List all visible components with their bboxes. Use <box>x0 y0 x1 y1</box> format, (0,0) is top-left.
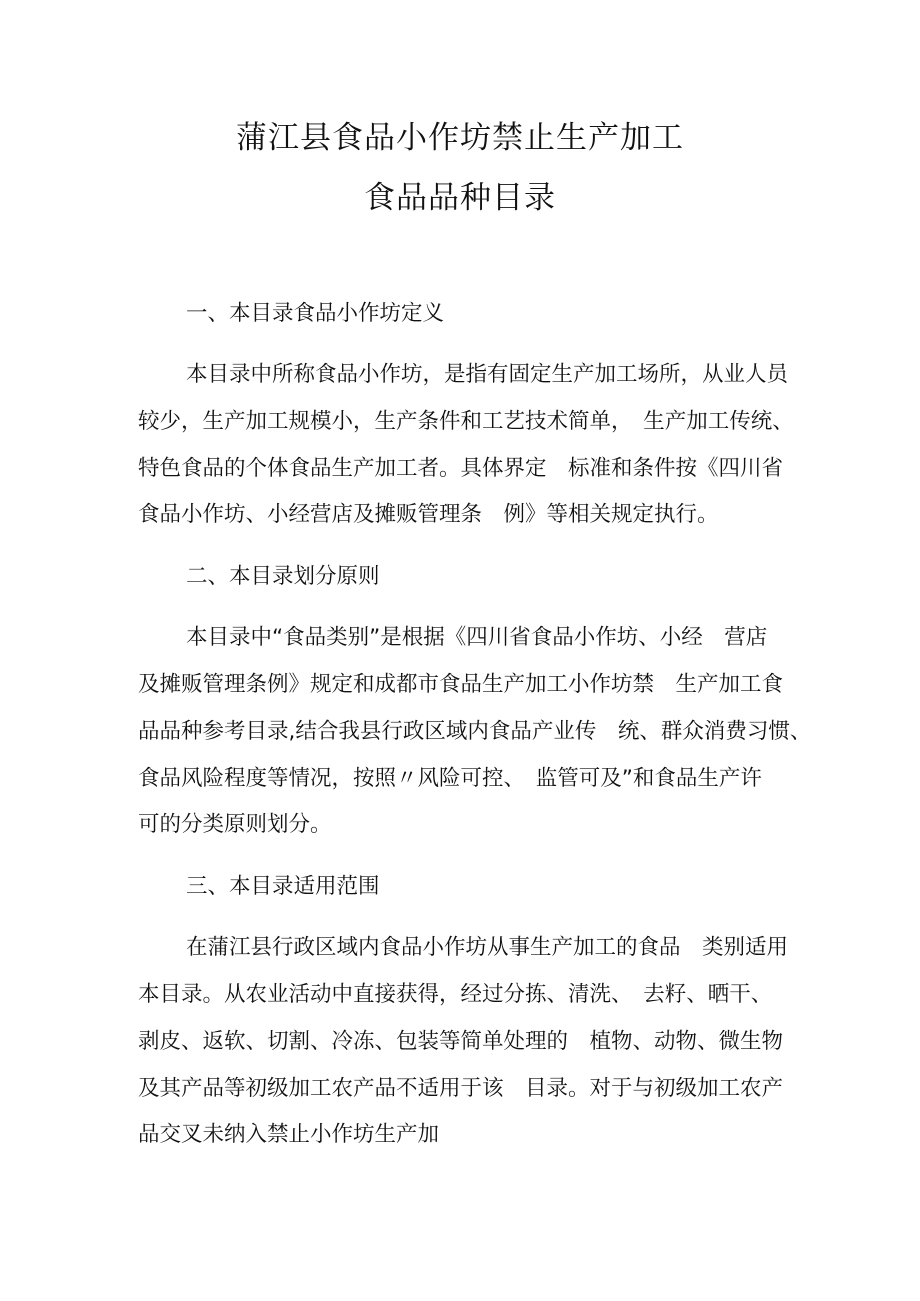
paragraph-line: 特色食品的个体食品生产加工者。具体界定 标准和条件按《四川省 <box>138 455 784 481</box>
title-line-1: 蒲江县食品小作坊禁止生产加工 <box>236 120 684 156</box>
section-heading-definition: 一、本目录食品小作坊定义 <box>186 301 445 326</box>
document-title <box>0 108 920 228</box>
paragraph-line: 本目录中“食品类别”是根据《四川省食品小作坊、小经 营店 <box>186 625 768 651</box>
paragraph-line: 剥皮、返软、切割、冷冻、包装等简单处理的 植物、动物、微生物 <box>138 1028 784 1054</box>
paragraph-line: 食品风险程度等情况，按照〃风险可控、 监管可及”和食品生产许 <box>138 765 762 791</box>
paragraph-line: 食品小作坊、小经营店及摊贩管理条 例》等相关规定执行。 <box>138 502 719 528</box>
document-body <box>138 296 838 1179</box>
section-paragraph-definition <box>138 352 838 539</box>
section-heading-principles: 二、本目录划分原则 <box>186 564 380 590</box>
paragraph-line: 及摊贩管理条例》规定和成都市食品生产加工小作坊禁 生产加工食 <box>138 671 784 697</box>
section-paragraph-principles <box>138 615 838 849</box>
title-line-2: 食品品种目录 <box>364 180 556 216</box>
paragraph-line: 品交叉未纳入禁止小作坊生产加 <box>138 1122 440 1148</box>
section-paragraph-scope <box>138 925 838 1159</box>
section-heading-scope: 三、本目录适用范围 <box>186 874 380 900</box>
paragraph-line: 可的分类原则划分。 <box>138 812 332 838</box>
paragraph-line: 较少，生产加工规模小，生产条件和工艺技术简单， 生产加工传统、 <box>138 408 794 434</box>
paragraph-line: 品品种参考目录,结合我县行政区域内食品产业传 统、群众消费习惯、 <box>138 718 812 744</box>
paragraph-line: 在蒲江县行政区域内食品小作坊从事生产加工的食品 类别适用 <box>186 935 789 961</box>
paragraph-line: 本目录。从农业活动中直接获得，经过分拣、清洗、 去籽、晒干、 <box>138 981 773 1007</box>
paragraph-line: 及其产品等初级加工农产品不适用于该 目录。对于与初级加工农产 <box>138 1075 784 1101</box>
paragraph-line: 本目录中所称食品小作坊，是指有固定生产加工场所，从业人员 <box>186 362 789 387</box>
